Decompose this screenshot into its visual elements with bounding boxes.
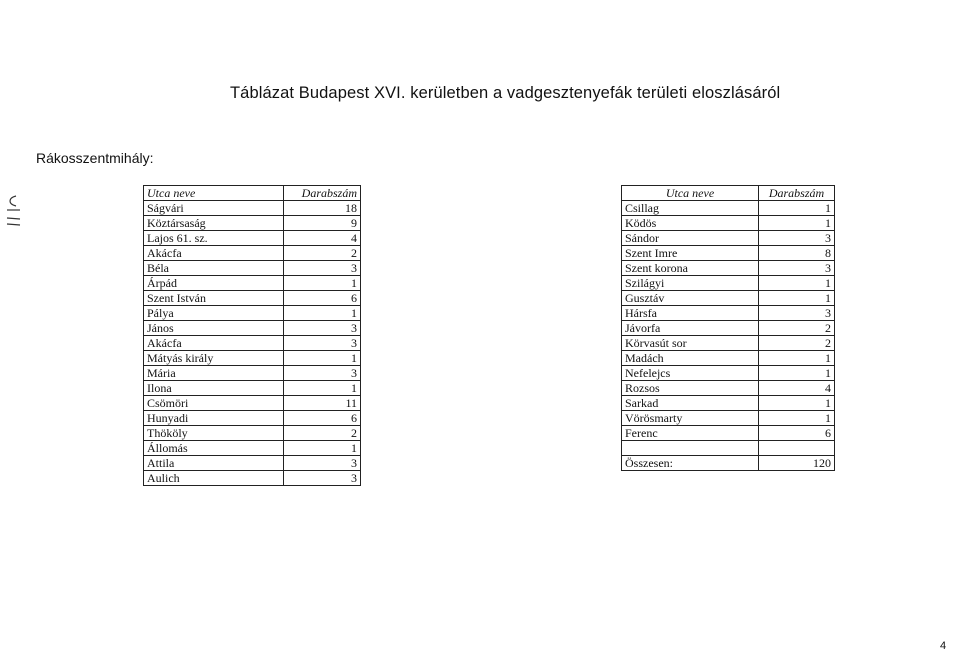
table-row <box>144 441 361 456</box>
tree-count-cell: 6 <box>284 411 361 426</box>
street-name-cell: Pálya <box>144 306 284 321</box>
street-name-cell: Vörösmarty <box>622 411 759 426</box>
street-table-left <box>143 185 361 486</box>
street-name-cell: Ködös <box>622 216 759 231</box>
street-name-cell: Aulich <box>144 471 284 486</box>
table-row <box>144 381 361 396</box>
street-name-cell: Csillag <box>622 201 759 216</box>
tree-count-cell: 4 <box>759 381 835 396</box>
tree-count-cell: 1 <box>284 381 361 396</box>
table-row <box>144 411 361 426</box>
blank-cell <box>759 441 835 456</box>
street-name-cell: Ságvári <box>144 201 284 216</box>
street-name-cell: Gusztáv <box>622 291 759 306</box>
street-name-cell: Mária <box>144 366 284 381</box>
table-row <box>622 261 835 276</box>
street-name-cell: Szent István <box>144 291 284 306</box>
tree-count-cell: 8 <box>759 246 835 261</box>
tree-count-cell: 1 <box>759 291 835 306</box>
street-name-cell: Hunyadi <box>144 411 284 426</box>
table-row <box>144 366 361 381</box>
tree-count-cell: 3 <box>284 471 361 486</box>
total-label: Összesen: <box>622 456 759 471</box>
tree-count-cell: 2 <box>759 321 835 336</box>
street-name-cell: Szent korona <box>622 261 759 276</box>
table-row <box>622 351 835 366</box>
table-row <box>144 471 361 486</box>
table-row <box>144 396 361 411</box>
street-name-cell: Béla <box>144 261 284 276</box>
tree-count-cell: 1 <box>759 366 835 381</box>
street-name-cell: Körvasút sor <box>622 336 759 351</box>
street-name-cell: Akácfa <box>144 246 284 261</box>
tree-count-cell: 1 <box>284 306 361 321</box>
table-row <box>144 426 361 441</box>
tree-count-cell: 1 <box>759 216 835 231</box>
street-name-cell: Ilona <box>144 381 284 396</box>
tree-count-cell: 6 <box>759 426 835 441</box>
tree-count-cell: 3 <box>284 336 361 351</box>
table-row <box>622 426 835 441</box>
table-row <box>144 351 361 366</box>
table-row <box>144 306 361 321</box>
street-table-left-body <box>144 201 361 486</box>
table-row <box>144 231 361 246</box>
street-name-cell: Szent Imre <box>622 246 759 261</box>
table-row <box>622 231 835 246</box>
table-row <box>622 201 835 216</box>
tree-count-cell: 18 <box>284 201 361 216</box>
tree-count-cell: 11 <box>284 396 361 411</box>
tree-count-cell: 3 <box>759 231 835 246</box>
street-name-cell: Sarkad <box>622 396 759 411</box>
table-row <box>144 246 361 261</box>
page-number: 4 <box>940 640 947 652</box>
table-row <box>144 201 361 216</box>
table-row <box>144 291 361 306</box>
tree-count-cell: 2 <box>284 246 361 261</box>
tree-count-cell: 4 <box>284 231 361 246</box>
street-name-cell: Rozsos <box>622 381 759 396</box>
table-row <box>144 216 361 231</box>
street-name-cell: Madách <box>622 351 759 366</box>
tree-count-cell: 6 <box>284 291 361 306</box>
total-value: 120 <box>759 456 835 471</box>
street-name-cell: Mátyás király <box>144 351 284 366</box>
column-header-street: Utca neve <box>622 186 759 201</box>
table-row <box>622 291 835 306</box>
street-name-cell: Sándor <box>622 231 759 246</box>
tree-count-cell: 1 <box>284 441 361 456</box>
tree-count-cell: 2 <box>284 426 361 441</box>
table-row <box>622 396 835 411</box>
tree-count-cell: 3 <box>284 321 361 336</box>
tree-count-cell: 1 <box>284 276 361 291</box>
table-row <box>622 306 835 321</box>
table-header-row <box>144 186 361 201</box>
total-row <box>622 456 835 471</box>
street-table-right <box>621 185 835 471</box>
table-header-row <box>622 186 835 201</box>
tree-count-cell: 3 <box>284 261 361 276</box>
table-row <box>622 276 835 291</box>
street-name-cell: Akácfa <box>144 336 284 351</box>
tree-count-cell: 1 <box>759 396 835 411</box>
district-heading: Rákosszentmihály: <box>36 150 154 166</box>
column-header-count: Darabszám <box>284 186 361 201</box>
table-row <box>144 336 361 351</box>
tree-count-cell: 9 <box>284 216 361 231</box>
tree-count-cell: 3 <box>759 261 835 276</box>
table-row <box>144 321 361 336</box>
tree-count-cell: 3 <box>284 456 361 471</box>
tree-count-cell: 1 <box>759 411 835 426</box>
street-name-cell: Ferenc <box>622 426 759 441</box>
blank-cell <box>622 441 759 456</box>
tree-count-cell: 1 <box>759 201 835 216</box>
table-row <box>622 216 835 231</box>
tree-count-cell: 3 <box>759 306 835 321</box>
street-name-cell: Lajos 61. sz. <box>144 231 284 246</box>
table-row <box>622 321 835 336</box>
street-table-right-body <box>622 201 835 441</box>
table-row <box>622 381 835 396</box>
street-name-cell: Thököly <box>144 426 284 441</box>
street-name-cell: Hársfa <box>622 306 759 321</box>
blank-row <box>622 441 835 456</box>
column-header-count: Darabszám <box>759 186 835 201</box>
tree-count-cell: 3 <box>284 366 361 381</box>
table-row <box>622 246 835 261</box>
tree-count-cell: 1 <box>759 276 835 291</box>
table-row <box>144 276 361 291</box>
table-row <box>622 411 835 426</box>
street-name-cell: Köztársaság <box>144 216 284 231</box>
handwritten-mark-icon <box>4 194 22 238</box>
table-row <box>622 366 835 381</box>
street-name-cell: Attila <box>144 456 284 471</box>
street-name-cell: Szilágyi <box>622 276 759 291</box>
street-name-cell: Árpád <box>144 276 284 291</box>
street-name-cell: Csömöri <box>144 396 284 411</box>
document-title: Táblázat Budapest XVI. kerületben a vadgesztenyefák területi eloszlásáról <box>230 84 781 102</box>
street-name-cell: Jávorfa <box>622 321 759 336</box>
table-row <box>144 261 361 276</box>
table-row <box>622 336 835 351</box>
tree-count-cell: 2 <box>759 336 835 351</box>
table-row <box>144 456 361 471</box>
street-name-cell: Állomás <box>144 441 284 456</box>
tree-count-cell: 1 <box>284 351 361 366</box>
tree-count-cell: 1 <box>759 351 835 366</box>
column-header-street: Utca neve <box>144 186 284 201</box>
street-name-cell: Nefelejcs <box>622 366 759 381</box>
street-name-cell: János <box>144 321 284 336</box>
